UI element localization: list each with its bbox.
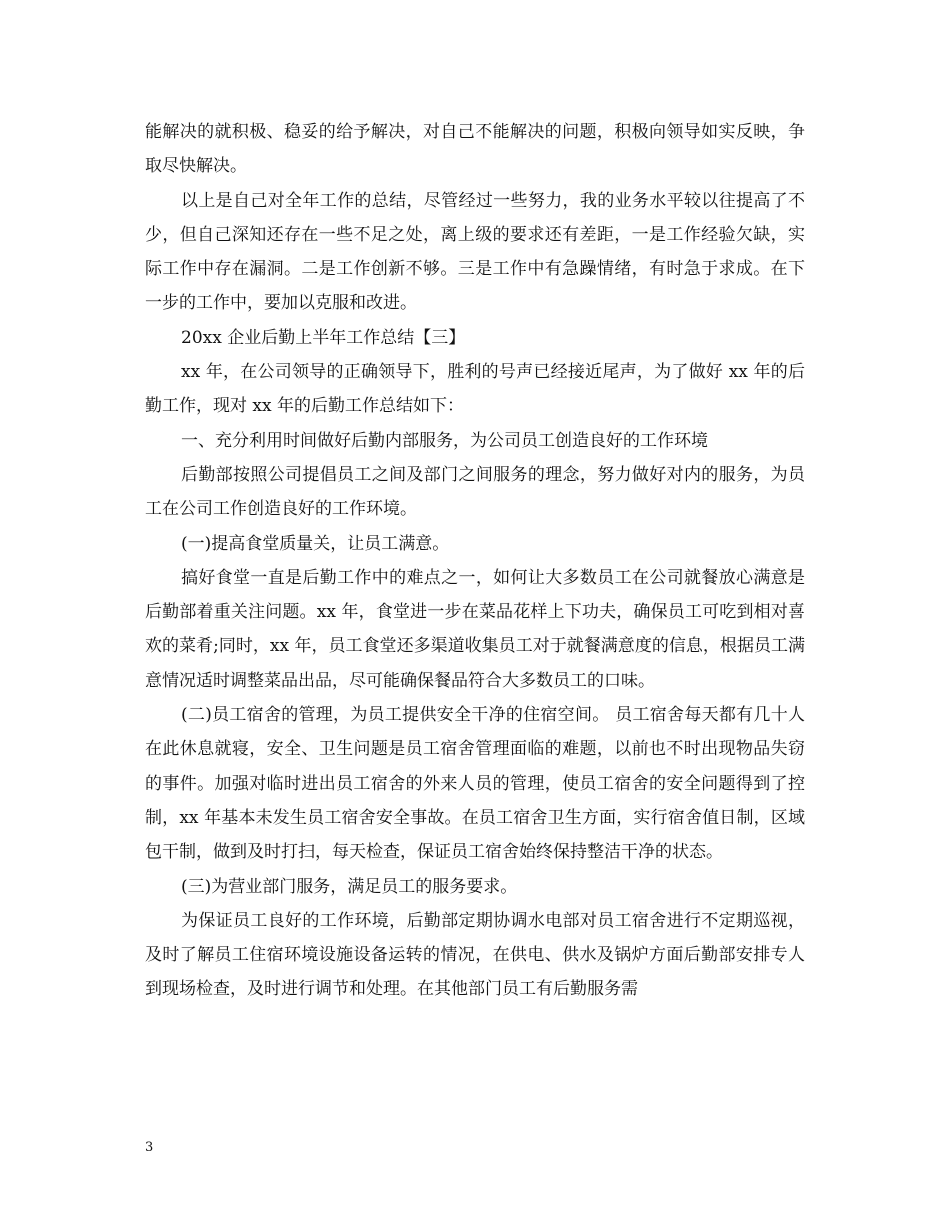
paragraph: 能解决的就积极、稳妥的给予解决，对自己不能解决的问题，积极向领导如实反映，争取尽快解决。 xyxy=(145,122,805,177)
section-heading: 20xx 企业后勤上半年工作总结【三】 xyxy=(181,327,466,348)
document-body xyxy=(145,115,805,1007)
paragraph: xx 年，在公司领导的正确领导下，胜利的号声已经接近尾声，为了做好 xx 年的后勤工作，现对 xx 年的后勤工作总结如下： xyxy=(145,362,805,417)
subsection-heading: (一)提高食堂质量关，让员工满意。 xyxy=(181,533,450,554)
paragraph: 搞好食堂一直是后勤工作中的难点之一，如何让大多数员工在公司就餐放心满意是后勤部着重关注问题。xx 年，食堂进一步在菜品花样上下功夫，确保员工可吃到相对喜欢的菜肴;同时，xx 年，员工食堂还多渠道收集员工对于就餐满意度的信息，根据员工满意情况适时调整菜品出品，尽可能确保餐品符合大多数员工的口味。 xyxy=(145,567,805,691)
paragraph: 为保证员工良好的工作环境，后勤部定期协调水电部对员工宿舍进行不定期巡视，及时了解员工住宿环境设施设备运转的情况，在供电、供水及锅炉方面后勤部安排专人到现场检查，及时进行调节和处理。在其他部门员工有后勤服务需 xyxy=(145,910,805,1000)
page-number: 3 xyxy=(145,1140,154,1155)
paragraph: (二)员工宿舍的管理，为员工提供安全干净的住宿空间。 员工宿舍每天都有几十人在此休息就寝，安全、卫生问题是员工宿舍管理面临的难题，以前也不时出现物品失窃的事件。加强对临时进出员工宿舍的外来人员的管理，使员工宿舍的安全问题得到了控制，xx 年基本未发生员工宿舍安全事故。在员工宿舍卫生方面，实行宿舍值日制，区域包干制，做到及时打扫，每天检查，保证员工宿舍始终保持整洁干净的状态。 xyxy=(145,705,805,863)
paragraph: 以上是自己对全年工作的总结，尽管经过一些努力，我的业务水平较以往提高了不少，但自己深知还存在一些不足之处，离上级的要求还有差距，一是工作经验欠缺，实际工作中存在漏洞。二是工作创新不够。三是工作中有急躁情绪，有时急于求成。在下一步的工作中，要加以克服和改进。 xyxy=(145,190,805,314)
section-heading: 一、充分利用时间做好后勤内部服务，为公司员工创造良好的工作环境 xyxy=(181,430,708,451)
paragraph: 后勤部按照公司提倡员工之间及部门之间服务的理念，努力做好对内的服务，为员工在公司工作创造良好的工作环境。 xyxy=(145,464,805,520)
subsection-heading: (三)为营业部门服务，满足员工的服务要求。 xyxy=(181,876,518,897)
